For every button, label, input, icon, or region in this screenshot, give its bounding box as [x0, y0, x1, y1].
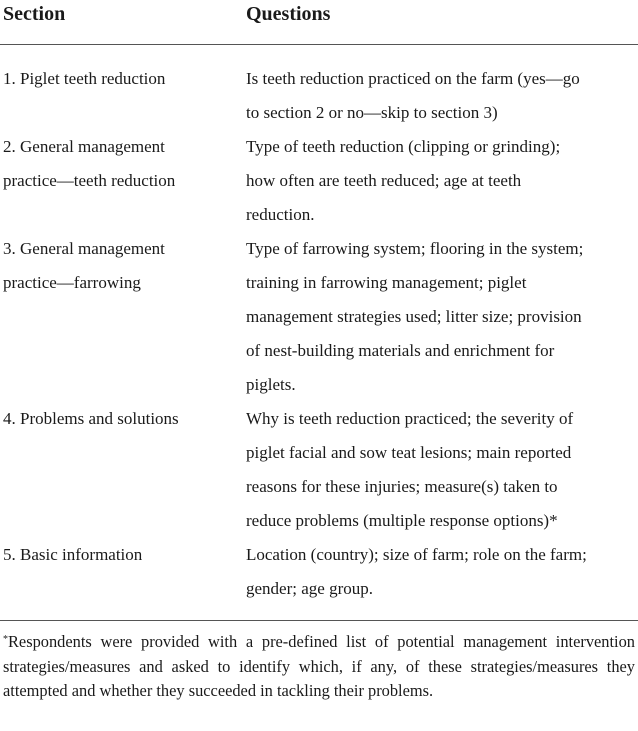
- questions-line: management strategies used; litter size; provision: [246, 307, 582, 326]
- questions-line: piglet facial and sow teat lesions; main reported: [246, 443, 572, 462]
- questions-line: Type of farrowing system; flooring in the system;: [246, 239, 584, 258]
- questions-line: reasons for these injuries; measure(s) taken to: [246, 477, 558, 496]
- questions-line: Is teeth reduction practiced on the farm (yes—go: [246, 69, 580, 88]
- table-header-row: [0, 0, 638, 45]
- questions-cell: [245, 538, 638, 606]
- questions-line: Why is teeth reduction practiced; the severity of: [246, 409, 574, 428]
- questions-line: to section 2 or no—skip to section 3): [246, 103, 498, 122]
- questions-line: piglets.: [246, 375, 296, 394]
- table-footnote: [3, 630, 635, 704]
- section-cell: [0, 232, 245, 300]
- footnote-marker: *: [3, 634, 8, 645]
- table-row: [0, 402, 638, 538]
- header-section: Section: [3, 3, 66, 25]
- section-line: 1. Piglet teeth reduction: [3, 69, 166, 88]
- questions-cell: [245, 130, 638, 232]
- table-body: [0, 45, 638, 606]
- section-line: 3. General management: [3, 239, 165, 258]
- questions-cell: [245, 62, 638, 130]
- questions-line: training in farrowing management; piglet: [246, 273, 527, 292]
- table-row: [0, 538, 638, 606]
- questions-line: of nest-building materials and enrichment for: [246, 341, 555, 360]
- section-line: practice—teeth reduction: [3, 171, 176, 190]
- questions-line: how often are teeth reduced; age at teeth: [246, 171, 522, 190]
- table-row: [0, 130, 638, 232]
- questions-line: Location (country); size of farm; role on the farm;: [246, 545, 587, 564]
- section-cell: [0, 402, 245, 436]
- table-bottom-rule: [0, 620, 638, 621]
- table-row: [0, 232, 638, 402]
- section-cell: [0, 130, 245, 198]
- section-line: 2. General management: [3, 137, 165, 156]
- section-line: 5. Basic information: [3, 545, 143, 564]
- footnote-text: Respondents were provided with a pre-defined list of potential management intervention strategies/measures and asked to identify which, if any, of these strategies/measures they attempted and whether they succeeded in tackling their problems.: [3, 632, 635, 700]
- questions-line: gender; age group.: [246, 579, 373, 598]
- section-cell: [0, 538, 245, 572]
- table-row: [0, 62, 638, 130]
- section-cell: [0, 62, 245, 96]
- questions-cell: [245, 402, 638, 538]
- questions-line: Type of teeth reduction (clipping or grinding);: [246, 137, 561, 156]
- questions-line: reduce problems (multiple response options)*: [246, 511, 558, 530]
- header-questions: Questions: [246, 3, 331, 25]
- section-line: 4. Problems and solutions: [3, 409, 179, 428]
- questions-line: reduction.: [246, 205, 315, 224]
- section-line: practice—farrowing: [3, 273, 141, 292]
- questions-cell: [245, 232, 638, 402]
